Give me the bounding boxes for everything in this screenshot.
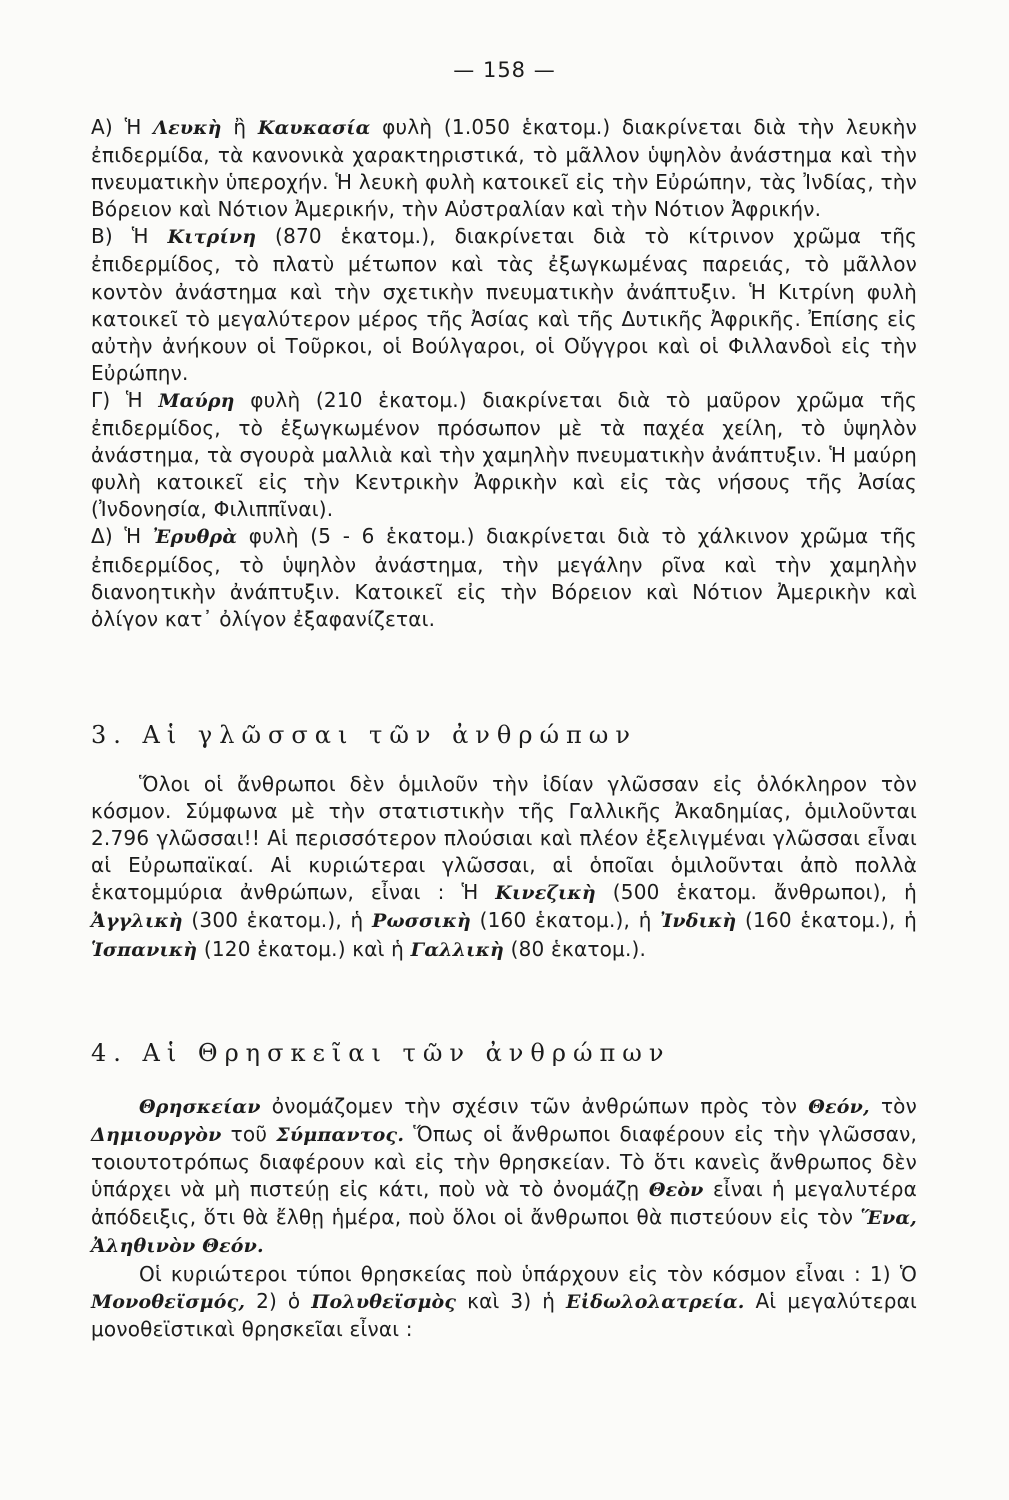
race-paragraph-b: Β) Ἡ Κιτρίνη (870 ἑκατομ.), διακρίνεται διὰ τὸ κίτρινον χρῶμα τῆς ἐπιδερμίδος, τὸ πλατὺ μέτωπον καὶ τὰς ἐξωγκωμένας παρειάς, τὸ μᾶλλον κοντὸν ἀνάστημα καὶ τὴν σχετικὴν πνευματικὴν ἀνάπτυξιν. Ἡ Κιτρίνη φυλὴ κατοικεῖ τὸ μεγαλύτερον μέρος τῆς Ἀσίας καὶ τῆς Δυτικῆς Ἀφρικῆς. Ἐπίσης εἰς αὐτὴν ἀνήκουν οἱ Τοῦρκοι, οἱ Βούλγαροι, οἱ Οὔγγροι καὶ οἱ Φιλλανδοὶ εἰς τὴν Εὐρώπην. xyxy=(91,224,918,385)
race-paragraph-a: Α) Ἡ Λευκὴ ἢ Καυκασία φυλὴ (1.050 ἑκατομ.) διακρίνεται διὰ τὴν λευκὴν ἐπιδερμίδα, τὰ κανονικὰ χαρακτηριστικά, τὸ μᾶλλον ὑψηλὸν ἀνάστημα καὶ τὴν πνευματικὴν ὑπεροχήν. Ἡ λευκὴ φυλὴ κατοικεῖ εἰς τὴν Εὐρώπην, τὰς Ἰνδίας, τὴν Βόρειον καὶ Νότιον Ἀμερικήν, τὴν Αὐστραλίαν καὶ τὴν Νότιον Ἀφρικήν. xyxy=(91,115,917,222)
section-4-heading: 4. Αἱ Θρησκεῖαι τῶν ἀνθρώπων xyxy=(91,1039,671,1067)
section-3 xyxy=(91,722,917,749)
section-3-body xyxy=(91,771,917,964)
race-paragraph-d: Δ) Ἡ Ἐρυθρὰ φυλὴ (5 - 6 ἑκατομ.) διακρίνεται διὰ τὸ χάλκινον χρῶμα τῆς ἐπιδερμίδος, τὸ ὑψηλὸν ἀνάστημα, τὴν μεγάλην ρῖνα καὶ τὴν χαμηλὴν διανοητικὴν ἀνάπτυξιν. Κατοικεῖ εἰς τὴν Βόρειον καὶ Νότιον Ἀμερικὴν καὶ ὀλίγον κατ᾽ ὀλίγον ἐξαφανίζεται. xyxy=(91,524,917,631)
section-3-heading: 3. Αἱ γλῶσσαι τῶν ἀνθρώπων xyxy=(91,721,637,749)
race-paragraph-c: Γ) Ἡ Μαύρη φυλὴ (210 ἑκατομ.) διακρίνεται διὰ τὸ μαῦρον χρῶμα τῆς ἐπιδερμίδος, τὸ ἐξωγκωμένον πρόσωπον μὲ τὰ παχέα χείλη, τὸ ὑψηλὸν ἀνάστημα, τὰ σγουρὰ μαλλιὰ καὶ τὴν χαμηλὴν πνευματικὴν ἀνάπτυξιν. Ἡ μαύρη φυλὴ κατοικεῖ εἰς τὴν Κεντρικὴν Ἀφρικὴν καὶ εἰς τὰς νήσους τῆς Ἀσίας (Ἰνδονησία, Φιλιππῖναι). xyxy=(91,387,918,522)
section-4-body xyxy=(91,1093,917,1343)
languages-paragraph: Ὅλοι οἱ ἄνθρωποι δὲν ὁμιλοῦν τὴν ἰδίαν γλῶσσαν εἰς ὁλόκληρον τὸν κόσμον. Σύμφωνα μὲ τὴν στατιστικὴν τῆς Γαλλικῆς Ἀκαδημίας, ὁμιλοῦνται 2.796 γλῶσσαι!! Αἱ περισσότερον πλούσιαι καὶ πλέον ἐξελιγμέναι γλῶσσαι εἶναι αἱ Εὐρωπαϊκαί. Αἱ κυριώτεραι γλῶσσαι, αἱ ὁποῖαι ὁμιλοῦνται ἀπὸ πολλὰ ἑκατομμύρια ἀνθρώπων, εἶναι : Ἡ Κινεζικὴ (500 ἑκατομ. ἄνθρωποι), ἡ Ἀγγλικὴ (300 ἑκατομ.), ἡ Ρωσσικὴ (160 ἑκατομ.), ἡ Ἰνδικὴ (160 ἑκατομ.), ἡ Ἱσπανικὴ (120 ἑκατομ.) καὶ ἡ Γαλλικὴ (80 ἑκατομ.). xyxy=(91,772,917,961)
religion-paragraph-2: Οἱ κυριώτεροι τύποι θρησκείας ποὺ ὑπάρχουν εἰς τὸν κόσμον εἶναι : 1) Ὁ Μονοθεϊσμός, 2) ὁ Πολυθεϊσμὸς καὶ 3) ἡ Εἰδωλολατρεία. Αἱ μεγαλύτεραι μονοθεϊστικαὶ θρησκεῖαι εἶναι : xyxy=(91,1261,917,1341)
races-block xyxy=(91,114,917,633)
religion-paragraph-1: Θρησκείαν ὀνομάζομεν τὴν σχέσιν τῶν ἀνθρώπων πρὸς τὸν Θεόν, τὸν Δημιουργὸν τοῦ Σύμπαντος. Ὅπως οἱ ἄνθρωποι διαφέρουν εἰς τὴν γλῶσσαν, τοιουτοτρόπως διαφέρουν καὶ εἰς τὴν θρησκείαν. Τὸ ὅτι κανεὶς ἄνθρωπος δὲν ὑπάρχει νὰ μὴ πιστεύῃ εἰς κάτι, ποὺ νὰ τὸ ὀνομάζῃ Θεὸν εἶναι ἡ μεγαλυτέρα ἀπόδειξις, ὅτι θὰ ἔλθῃ ἡμέρα, ποὺ ὅλοι οἱ ἄνθρωποι θὰ πιστεύουν εἰς τὸν Ἕνα, Ἀληθινὸν Θεόν. xyxy=(91,1094,918,1258)
page-number: — 158 — xyxy=(453,58,556,82)
section-4 xyxy=(91,1040,917,1067)
